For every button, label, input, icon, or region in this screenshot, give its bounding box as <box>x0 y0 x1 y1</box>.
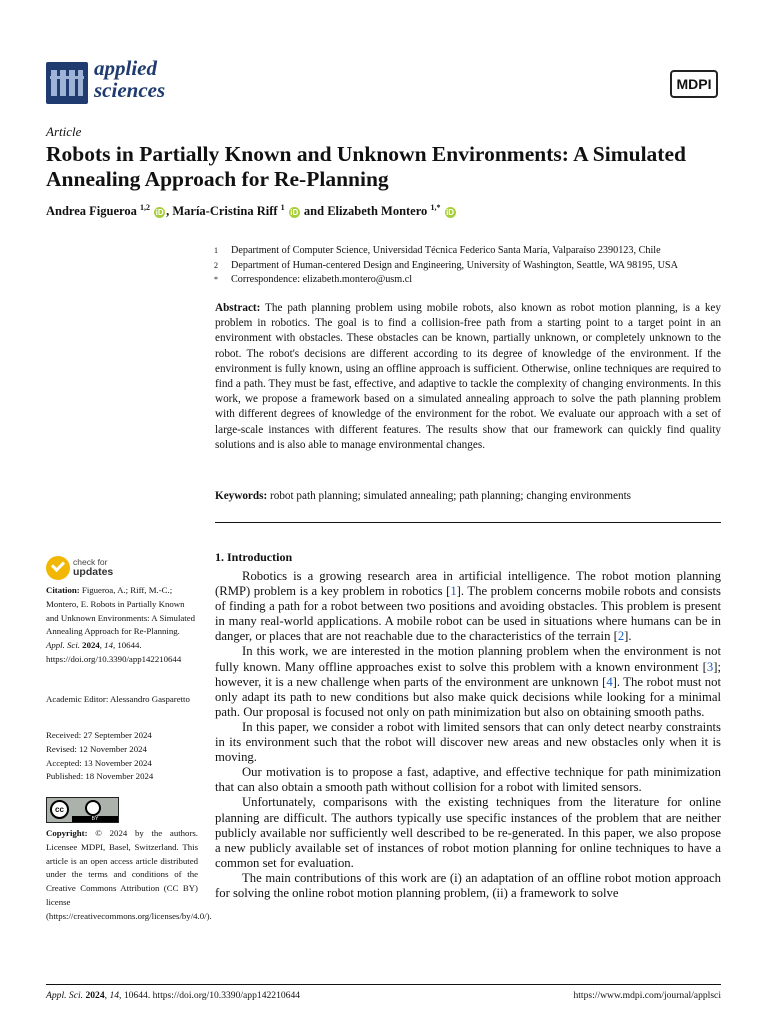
paragraph: Robotics is a growing research area in artificial intelligence. The robot motion planning (RMP) problem is a key problem in robotics [1]. The problem concerns mobile robots and consists of finding a path for a robot between two positions and avoiding obstacles. This problem is present in many real-world applications. A mobile robot can be used in situations where humans can be in danger, or places that are not reachable due to the characteristics of the terrain [2]. <box>215 569 721 644</box>
author-name: María-Cristina Riff <box>172 204 278 219</box>
publisher-logo[interactable]: MDPI <box>670 70 718 98</box>
divider <box>215 522 721 523</box>
affiliation: Department of Human-centered Design and Engineering, University of Washington, Seattle, WA 98195, USA <box>231 259 678 271</box>
footer-citation: Appl. Sci. 2024, 14, 10644. https://doi.org/10.3390/app142210644 <box>46 990 301 1001</box>
journal-emblem-icon <box>46 62 88 104</box>
paragraph: In this paper, we consider a robot with limited sensors that can only detect nearby constraints in its environment such that the robot will discover new areas and new obstacles only when it is moving. <box>215 719 721 765</box>
paragraph: In this work, we are interested in the motion planning problem when the environment is not fully known. Many offline approaches exist to solve this problem with a known environment [3]; however, it is a new challenge when parts of the environment are unknown [4]. The robot must not only adapt its path to new conditions but also make quick decisions while looking for a minimal path. Our proposal is focused not only on path minimization but also on obtaining smooth paths. <box>215 644 722 719</box>
orcid-icon[interactable]: iD <box>446 207 455 217</box>
copyright-notice: Copyright: © 2024 by the authors. Licensee MDPI, Basel, Switzerland. This article is an open access article distributed under the terms and conditions of the Creative Commons Attribution (CC BY) license (https://creativecommons.org/licenses/by/4.0/). <box>46 828 212 921</box>
abstract: Abstract: The path planning problem using mobile robots, also known as robot motion planning, is a key problem in robotics. The goal is to find a collision-free path from a starting point to a target point in an environment with obstacles. These obstacles can be known, partially unknown, or completely unknown to the robot. The robot's decisions are different according to its degree of knowledge of the environment. If the environment is fully known, using an offline approach is sufficient. Otherwise, online techniques are required to find a path. They must be fast, effective, and adaptive to tackle the complexity of changing environments. In this work, we propose a framework based on a simulated annealing approach to solve the path planning problem with different degrees of knowledge of the environment for the robot. We evaluate our approach with a set of large-scale instances with different features. The results show that our framework can quickly find quality solutions and is also able to manage environmental changes. <box>215 302 721 451</box>
academic-editor: Academic Editor: Alessandro Gasparetto <box>46 694 190 704</box>
paragraph: Our motivation is to propose a fast, adaptive, and effective technique for path minimization that can also obtain a smooth path without collision for a robot with limited sensors. <box>215 765 721 795</box>
affiliation: Department of Computer Science, Universidad Técnica Federico Santa María, Valparaíso 2390123, Chile <box>231 245 661 256</box>
cc-by-license-badge[interactable]: cc BY <box>46 797 119 823</box>
article-type: Article <box>46 124 82 139</box>
article-dates: Received: 27 September 2024 Revised: 12 November 2024 Accepted: 13 November 2024 Published: 18 November 2024 <box>46 730 154 782</box>
journal-logo[interactable] <box>46 56 186 106</box>
journal-url-link[interactable]: https://www.mdpi.com/journal/applsci <box>573 990 721 1001</box>
attribution-icon <box>85 800 101 816</box>
section-heading: 1. Introduction <box>215 550 293 564</box>
journal-name: applied sciences <box>94 56 166 102</box>
author-name: Elizabeth Montero <box>327 204 428 219</box>
creative-commons-icon: cc <box>50 800 69 819</box>
orcid-icon[interactable]: iD <box>290 207 299 217</box>
affiliations: 1 Department of Computer Science, Universidad Técnica Federico Santa María, Valparaíso 2390123, Chile 2 Department of Human-centered Design and Engineering, University of Washington, Seattle, WA 98195, USA * Correspondence: elizabeth.montero@usm.cl <box>214 244 734 288</box>
body-text <box>215 569 721 901</box>
reference-link[interactable]: 4 <box>606 674 613 689</box>
citation: Citation: Figueroa, A.; Riff, M.-C.; Montero, E. Robots in Partially Known and Unknown Environments: A Simulated Annealing Approach for Re-Planning. Appl. Sci. 2024, 14, 10644. https://doi.org/10.3390/app142210644 <box>46 585 196 664</box>
paragraph: Unfortunately, comparisons with the existing techniques from the literature for online planning are difficult. The authors typically use specific instances of the problem that are neither publicly available nor sufficiently well described to be re-generated. In this paper, we also propose a new publicly available set of instances of robot motion planning for online techniques to have a common set for evaluation. <box>215 795 721 870</box>
footer-divider <box>46 984 721 985</box>
reference-link[interactable]: 1 <box>450 584 457 599</box>
reference-link[interactable]: 3 <box>706 659 714 674</box>
author-name: Andrea Figueroa <box>46 204 137 219</box>
paragraph: The main contributions of this work are (i) an adaptation of an offline robot motion approach for solving the online robot motion planning problem, (ii) a framework to solve <box>215 870 721 900</box>
author-list: Andrea Figueroa $^{1,2}$ iD , María-Cristina Riff $^1$ iD and Elizabeth Montero $^{1,*}$ iD <box>46 203 455 219</box>
check-for-updates-button[interactable]: check for updates <box>46 556 166 582</box>
checkmark-icon <box>46 556 70 580</box>
orcid-icon[interactable]: iD <box>155 207 164 217</box>
keywords: Keywords: robot path planning; simulated annealing; path planning; changing environments <box>215 490 632 502</box>
reference-link[interactable]: 2 <box>617 629 625 644</box>
paper-title: Robots in Partially Known and Unknown Environments: A Simulated Annealing Approach for Re-Planning <box>46 142 686 191</box>
correspondence[interactable]: Correspondence: elizabeth.montero@usm.cl <box>231 274 413 285</box>
